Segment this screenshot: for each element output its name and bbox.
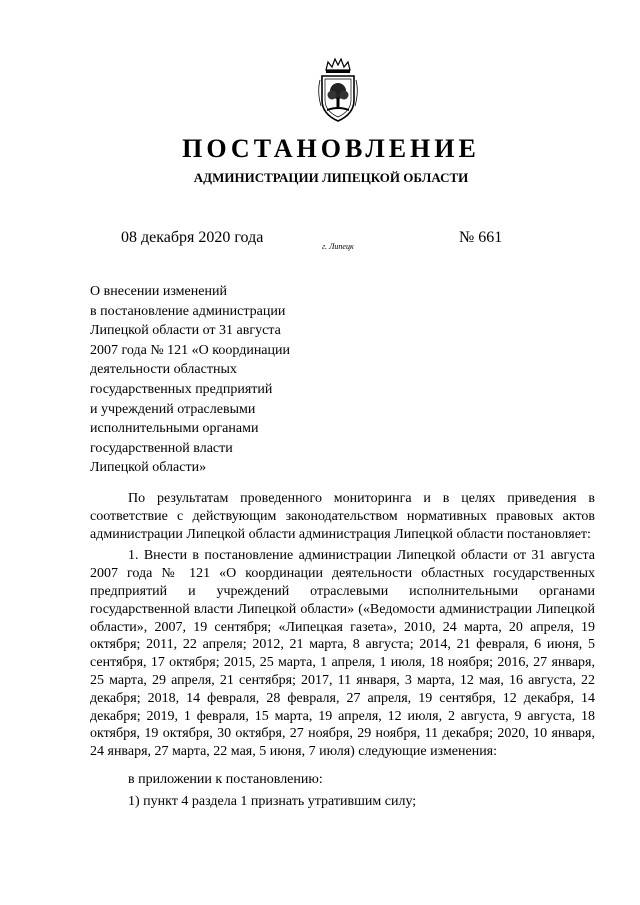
document-heading: [90, 282, 340, 478]
coat-of-arms-icon: [316, 56, 360, 124]
heading-line: 2007 года № 121 «О координации: [90, 342, 290, 358]
document-subtitle: АДМИНИСТРАЦИИ ЛИПЕЦКОЙ ОБЛАСТИ: [193, 170, 469, 185]
preamble-paragraph: По результатам проведенного мониторинга и в целях приведения в соответствие с действующим законодательством нормативных правовых актов администрации Липецкой области администрация Липецкой области постановляет:: [90, 491, 595, 542]
list-item: 1) пункт 4 раздела 1 признать утратившим силу;: [128, 793, 417, 809]
heading-line: Липецкой области»: [90, 460, 207, 476]
heading-line: в постановление администрации: [90, 303, 286, 319]
document-date: 08 декабря 2020 года: [121, 229, 264, 246]
heading-line: государственных предприятий: [90, 381, 273, 397]
heading-line: и учреждений отраслевыми: [90, 401, 256, 417]
heading-line: О внесении изменений: [90, 284, 227, 299]
clause-1-paragraph: 1. Внести в постановление администрации Липецкой области от 31 августа 2007 года № 121 «О координации деятельности областных государственных предприятий и учреждений отраслевыми исполнительными органами государственной власти Липецкой области» («Ведомости администрации Липецкой области», 2007, 19 сентября; «Липецкая газета», 2010, 24 марта, 20 апреля, 19 октября; 2011, 22 апреля; 2012, 21 марта, 8 августа; 2014, 21 февраля, 6 июня, 5 сентября, 17 октября; 2015, 25 марта, 1 апреля, 1 июля, 18 ноября; 2016, 27 января, 25 марта, 29 апреля, 21 сентября; 2017, 11 января, 3 марта, 12 мая, 16 августа, 22 декабря; 2018, 14 февраля, 28 февраля, 27 апреля, 19 сентября, 12 декабря, 14 декабря; 2019, 1 февраля, 15 марта, 19 апреля, 12 июля, 2 августа, 9 августа, 18 октября, 19 октября, 30 октября, 27 ноября, 29 ноября, 11 декабря; 2020, 10 января, 24 января, 27 марта, 22 мая, 5 июня, 7 июля) следующие изменения:: [90, 548, 595, 760]
document-title: ПОСТАНОВЛЕНИЕ: [182, 134, 480, 163]
heading-line: государственной власти: [90, 440, 233, 456]
heading-line: Липецкой области от 31 августа: [90, 323, 281, 339]
heading-line: деятельности областных: [90, 362, 237, 378]
document-city: г. Липецк: [322, 242, 354, 251]
heading-line: исполнительными органами: [90, 421, 259, 437]
document-body: [90, 490, 595, 811]
document-number: № 661: [459, 229, 503, 246]
annex-note: в приложении к постановлению:: [128, 771, 323, 787]
